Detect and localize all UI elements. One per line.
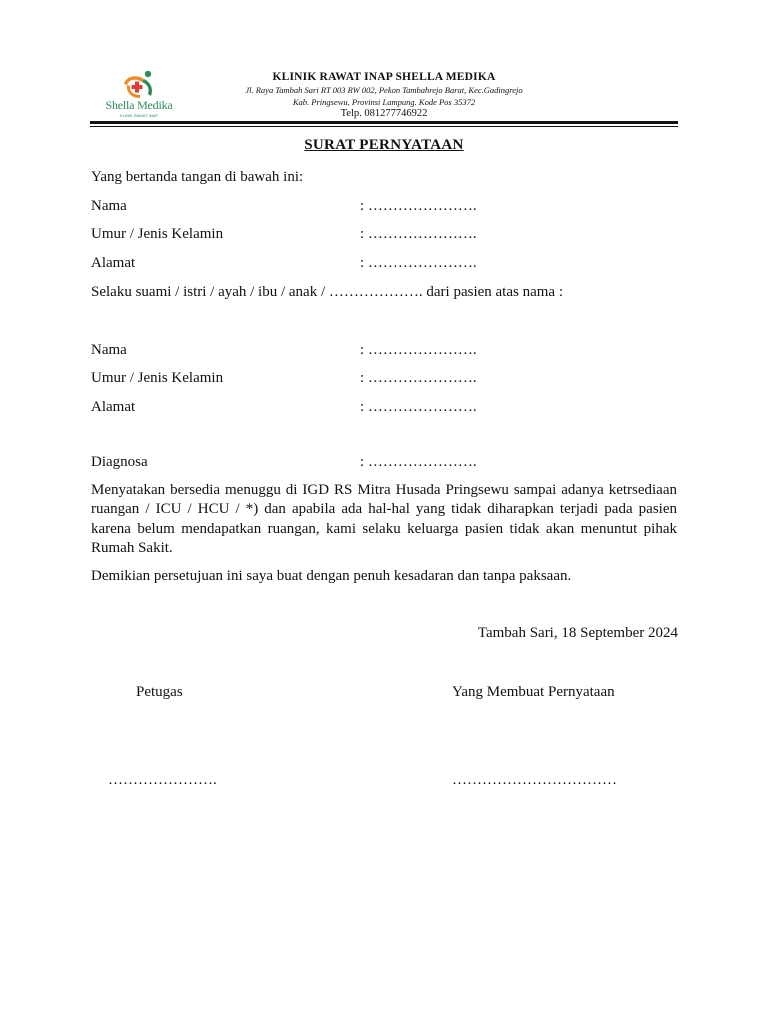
document-title: SURAT PERNYATAAN: [304, 137, 464, 153]
diagnosis-field: : ………………….: [360, 454, 477, 470]
clinic-address-line1: Jl. Raya Tambah Sari RT 003 RW 002, Pekon Tambahrejo Barat, Kec.Gadingrejo: [245, 85, 523, 95]
clinic-name: KLINIK RAWAT INAP SHELLA MEDIKA: [272, 71, 496, 83]
place-date: Tambah Sari, 18 September 2024: [477, 625, 678, 641]
logo-name: Shella Medika: [105, 98, 173, 112]
patient-age-gender-field: : ………………….: [360, 370, 477, 386]
clinic-phone: Telp. 081277746922: [340, 108, 428, 119]
signer-name-label: Nama: [91, 198, 127, 214]
declarant-label: Yang Membuat Pernyataan: [452, 684, 615, 700]
logo-subtext: KLINIK RAWAT INAP: [119, 113, 158, 118]
clinic-logo: [92, 70, 186, 122]
statement-paragraph: Menyatakan bersedia menuggu di IGD RS Mitra Husada Pringsewu sampai adanya ketrsediaan ruangan / ICU / HCU / *) dan apabila ada hal-hal yang tidak diharapkan terjadi pada pasien karena belum mendapatkan ruangan, kami selaku keluarga pasien tidak akan menuntut pihak Rumah Sakit.: [91, 482, 677, 556]
signer-age-gender-field: : ………………….: [360, 226, 477, 242]
officer-label: Petugas: [136, 684, 183, 700]
diagnosis-label: Diagnosa: [91, 454, 148, 470]
closing-text: Demikian persetujuan ini saya buat dengan penuh kesadaran dan tanpa paksaan.: [91, 568, 572, 584]
signer-name-field: : ………………….: [360, 198, 477, 214]
patient-address-field: : ………………….: [360, 399, 477, 415]
declarant-signature-line: ……………………………: [452, 772, 617, 788]
patient-name-field: : ………………….: [360, 342, 477, 358]
header-divider-thick: [90, 121, 678, 124]
clinic-address-line2: Kab. Pringsewu, Provinsi Lampung. Kode Pos 35372: [292, 97, 476, 107]
intro-text: Yang bertanda tangan di bawah ini:: [91, 169, 304, 185]
relation-line: Selaku suami / istri / ayah / ibu / anak / ………………. dari pasien atas nama :: [91, 284, 563, 300]
signer-age-gender-label: Umur / Jenis Kelamin: [91, 226, 224, 242]
patient-name-label: Nama: [91, 342, 127, 358]
signer-address-field: : ………………….: [360, 255, 477, 271]
signer-address-label: Alamat: [91, 255, 136, 271]
officer-signature-line: ………………….: [108, 772, 217, 788]
patient-address-label: Alamat: [91, 399, 136, 415]
patient-age-gender-label: Umur / Jenis Kelamin: [91, 370, 224, 386]
medical-cross-icon: [118, 70, 160, 100]
header-divider-thin: [90, 126, 678, 127]
